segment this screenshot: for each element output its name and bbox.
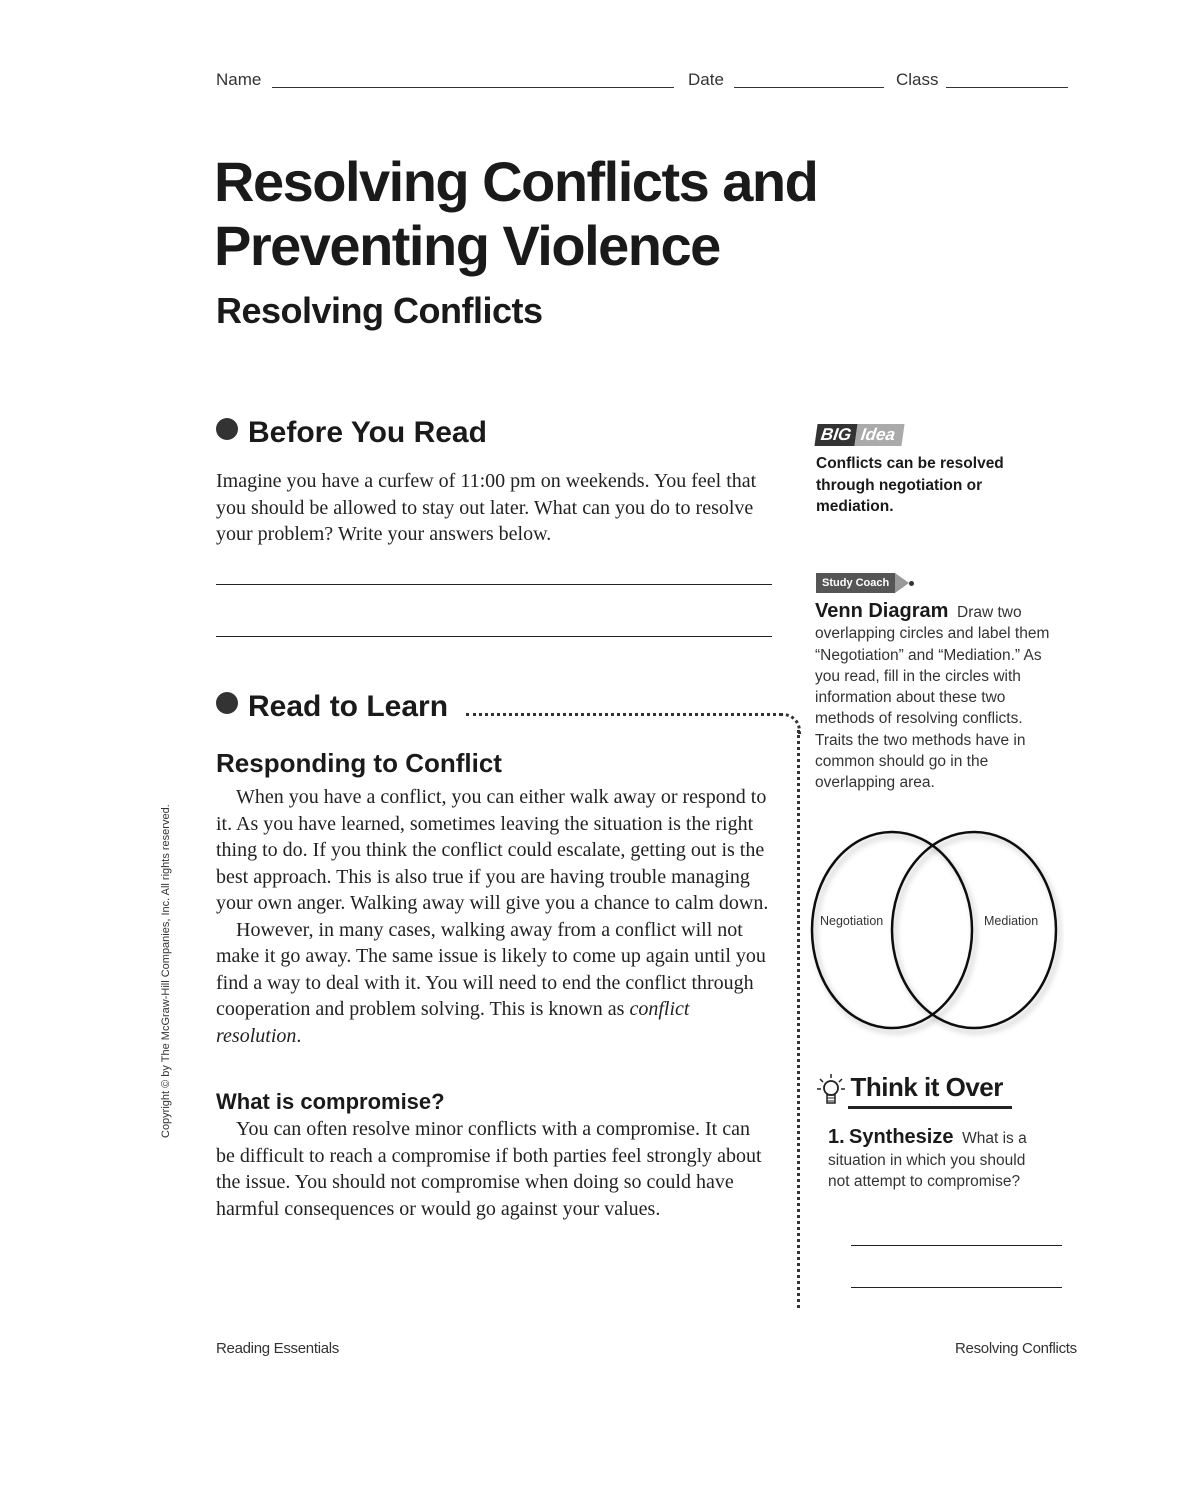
before-you-read-prompt: Imagine you have a curfew of 11:00 pm on weekends. You feel that you should be allowed to stay out later. What can you do to resolve your problem? Write your answers below. [216,470,757,545]
paragraph-2: However, in many cases, walking away from a conflict will not make it go away. The same issue is likely to come up again until you find a way to deal with it. You will need to end the conflict through cooperation and problem solving. This is known as conflict resolution. [216,918,766,1047]
question-heading: Synthesize [849,1126,954,1148]
venn-diagram-heading: Venn Diagram [815,600,949,622]
copyright-notice: Copyright © by The McGraw-Hill Companies, Inc. All rights reserved. [160,804,172,1138]
key-term-conflict-resolution: conflict resolution [216,998,690,1047]
read-to-learn-heading: Read to Learn [216,690,448,724]
compromise-body [216,1116,772,1222]
answer-line-2[interactable] [216,636,772,637]
venn-label-negotiation: Negotiation [820,914,884,928]
page-title [214,150,834,278]
question-text: What is a situation in which you should not attempt to compromise? [828,1130,1027,1190]
big-idea-text: Conflicts can be resolved through negotiation or mediation. [816,455,1004,515]
class-field[interactable] [946,87,1068,88]
before-you-read-heading: Before You Read [216,416,487,450]
dotted-connector-vertical [797,730,800,1308]
name-field[interactable] [272,87,674,88]
dotted-connector-horizontal [466,713,782,716]
pencil-icon [895,573,909,593]
lightbulb-icon [816,1072,846,1112]
question-1 [828,1127,1038,1193]
page-subtitle: Resolving Conflicts [216,290,543,331]
question-number: 1. [828,1126,845,1148]
what-is-compromise-heading: What is compromise? [216,1089,445,1114]
venn-circle-mediation [892,832,1056,1028]
title-line-1: Resolving Conflicts and [214,150,818,213]
bullet-icon [216,418,238,440]
title-line-2: Preventing Violence [214,214,720,277]
footer-right: Resolving Conflicts [955,1340,1077,1357]
venn-diagram [804,826,1064,1042]
study-coach-tab: Study Coach [816,573,914,593]
date-field[interactable] [734,87,884,88]
bullet-icon [216,692,238,714]
answer-line-1[interactable] [216,584,772,585]
class-label: Class [896,70,939,89]
venn-label-mediation: Mediation [984,914,1039,928]
big-idea-badge: BIG Idea [816,424,903,446]
paragraph-3: You can often resolve minor conflicts with a compromise. It can be difficult to reach a compromise if both parties feel strongly about the issue. You should not compromise when doing so could have harmful consequences or would go against your values. [216,1118,762,1220]
responding-to-conflict-body [216,784,772,1049]
think-it-over-heading: Think it Over [816,1072,1003,1116]
footer-left: Reading Essentials [216,1340,340,1357]
student-info-header [216,68,1068,92]
q1-answer-line-1[interactable] [851,1245,1062,1246]
q1-answer-line-2[interactable] [851,1287,1062,1288]
paragraph-1: When you have a conflict, you can either walk away or respond to it. As you have learned, sometimes leaving the situation is the right thing to do. If you think the conflict could escalate, getting out is the best approach. This is also true if you are having trouble managing your own anger. Walking away will give you a chance to calm down. [216,786,769,914]
responding-to-conflict-heading: Responding to Conflict [216,748,502,778]
name-label: Name [216,70,262,89]
date-label: Date [688,70,724,89]
venn-diagram-instructions: Venn Diagram Draw two overlapping circles and label them “Negotiation” and “Mediation.” As you read, fill in the circles with information about these two methods of resolving conflicts. Traits the two methods have in common should go in the overlapping area. [815,600,1050,792]
